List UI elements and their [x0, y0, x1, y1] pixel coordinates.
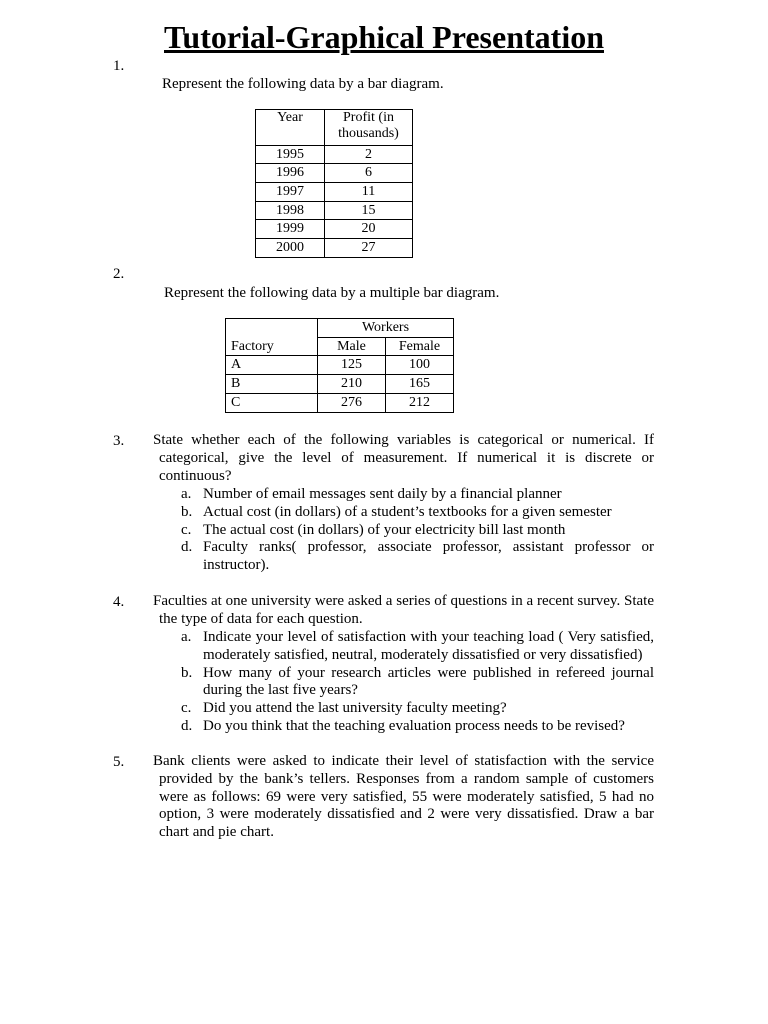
question-3-number: 3.: [113, 433, 125, 449]
table-row: [256, 220, 413, 239]
factory-cell: C: [226, 394, 318, 413]
question-5-number: 5.: [113, 754, 125, 770]
profit-cell: 15: [325, 202, 413, 220]
item-text: Actual cost (in dollars) of a student’s textbooks for a given semester: [203, 503, 612, 520]
male-cell: 276: [318, 394, 386, 413]
factory-cell: B: [226, 375, 318, 394]
workers-table: [225, 318, 454, 413]
workers-table-male-header: Male: [318, 338, 386, 356]
item-text: Did you attend the last university faculty meeting?: [203, 700, 507, 717]
table-row: [256, 183, 413, 202]
list-item: [181, 665, 654, 701]
item-text: Do you think that the teaching evaluation process needs to be revised?: [203, 717, 625, 734]
table-row: [256, 164, 413, 183]
item-label: d.: [181, 539, 193, 556]
female-cell: 100: [386, 356, 454, 375]
profit-cell: 6: [325, 164, 413, 183]
year-cell: 2000: [256, 239, 325, 258]
profit-table-header-year: Year: [256, 110, 325, 146]
workers-table-group-header: Workers: [318, 319, 454, 338]
table-row: [256, 239, 413, 258]
item-text: Faculty ranks( professor, associate professor, assistant professor or instructor).: [203, 539, 654, 574]
profit-cell: 20: [325, 220, 413, 239]
year-cell: 1995: [256, 146, 325, 164]
year-cell: 1999: [256, 220, 325, 239]
question-1-instruction: Represent the following data by a bar diagram.: [162, 76, 444, 92]
workers-table-factory-header: Factory: [226, 319, 318, 356]
item-label: d.: [181, 717, 193, 734]
question-3-text: State whether each of the following variables is categorical or numerical. If categorical, give the level of measurement. If numerical it is discrete or continuous?: [153, 432, 654, 484]
list-item: [181, 700, 654, 718]
question-3-items: [181, 486, 654, 575]
question-1-number: 1.: [113, 58, 125, 74]
item-label: b.: [181, 503, 193, 520]
year-cell: 1997: [256, 183, 325, 202]
male-cell: 125: [318, 356, 386, 375]
question-5-text: Bank clients were asked to indicate their level of statisfaction with the service provided by the bank’s tellers. Responses from a random sample of customers were as follows: 69 were very satisfied, 55 were moderately satisfied, 5 had no option, 3 were moderately dissatisfied and 2 were very dissatisfied. Draw a bar chart and pie chart.: [153, 753, 654, 841]
list-item: [181, 504, 654, 522]
page-title: Tutorial-Graphical Presentation: [164, 19, 604, 55]
workers-table-female-header: Female: [386, 338, 454, 356]
item-label: a.: [181, 486, 192, 502]
factory-cell: A: [226, 356, 318, 375]
profit-table-header-profit: Profit (in thousands): [325, 110, 413, 146]
table-row: [256, 146, 413, 164]
item-label: c.: [181, 521, 192, 538]
item-text: The actual cost (in dollars) of your electricity bill last month: [203, 521, 566, 538]
table-row: [226, 356, 454, 375]
female-cell: 165: [386, 375, 454, 394]
table-row: [226, 375, 454, 394]
profit-cell: 11: [325, 183, 413, 202]
question-2-instruction: Represent the following data by a multiple bar diagram.: [164, 285, 500, 301]
year-cell: 1996: [256, 164, 325, 183]
question-4-number: 4.: [113, 594, 125, 610]
item-text: Number of email messages sent daily by a financial planner: [203, 486, 562, 502]
item-label: a.: [181, 629, 192, 645]
list-item: [181, 539, 654, 575]
table-row: [256, 202, 413, 220]
item-label: b.: [181, 664, 193, 681]
question-4-items: [181, 629, 654, 736]
question-2-number: 2.: [113, 266, 125, 282]
female-cell: 212: [386, 394, 454, 413]
item-label: c.: [181, 700, 192, 717]
item-text: Indicate your level of satisfaction with your teaching load ( Very satisfied, moderately satisfied, neutral, moderately dissatisfied or very dissatisfied): [203, 629, 654, 663]
list-item: [181, 522, 654, 540]
profit-table: [255, 109, 413, 258]
male-cell: 210: [318, 375, 386, 394]
item-text: How many of your research articles were published in refereed journal during the last five years?: [203, 664, 654, 699]
profit-cell: 2: [325, 146, 413, 164]
question-4-text: Faculties at one university were asked a series of questions in a recent survey. State the type of data for each question.: [153, 593, 654, 627]
list-item: [181, 718, 654, 736]
list-item: [181, 486, 654, 504]
profit-cell: 27: [325, 239, 413, 258]
year-cell: 1998: [256, 202, 325, 220]
table-row: [226, 394, 454, 413]
list-item: [181, 629, 654, 665]
